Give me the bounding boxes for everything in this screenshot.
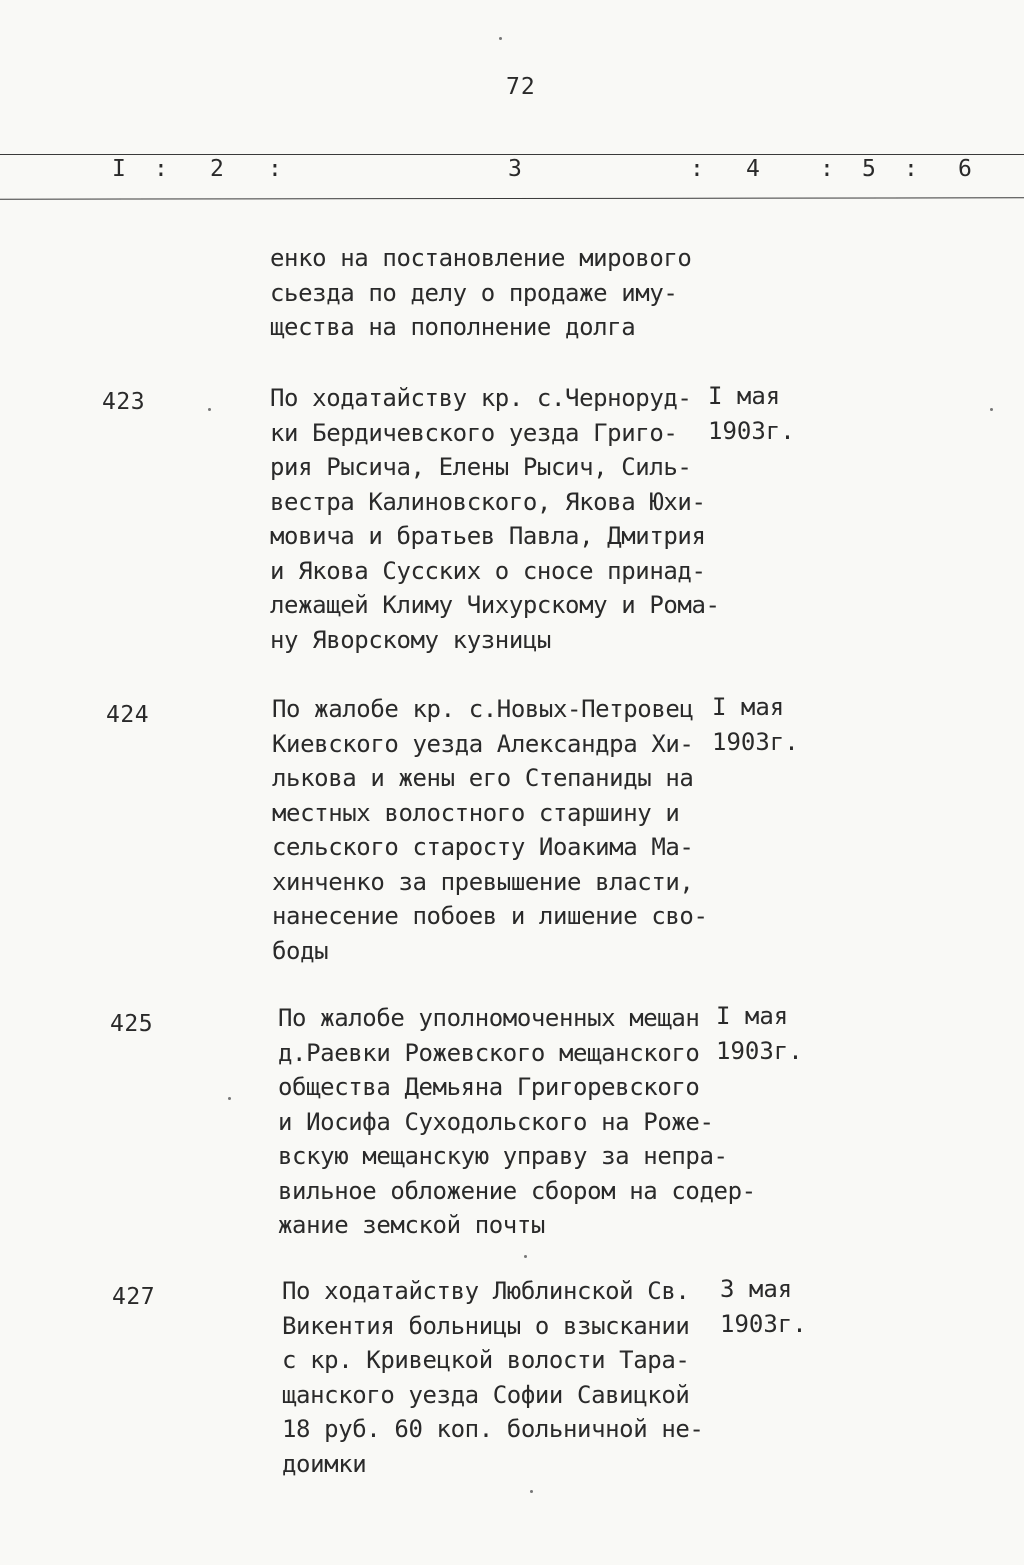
scan-speck [530, 1490, 533, 1493]
column-header-3: 3 [508, 156, 522, 182]
entry-date: I мая 1903г. [716, 1002, 803, 1065]
table-top-rule [0, 154, 1024, 155]
scan-speck [228, 1097, 231, 1100]
column-header-5: 5 [862, 156, 876, 182]
column-separator: : [820, 156, 834, 182]
entry-date: I мая 1903г. [712, 693, 799, 756]
column-header-6: 6 [958, 156, 972, 182]
entry-number: 427 [112, 1284, 156, 1310]
column-separator: : [690, 156, 704, 182]
table-header-rule [0, 197, 1024, 199]
entry-date: 3 мая 1903г. [720, 1275, 807, 1338]
column-separator: : [904, 156, 918, 182]
entry-date: I мая 1903г. [708, 382, 795, 445]
scan-speck [990, 408, 993, 411]
page-number: 72 [506, 74, 536, 100]
continuation-text: енко на постановление мирового сьезда по делу о продаже иму- щества на пополнение долга [270, 244, 692, 341]
entry-number: 425 [110, 1011, 154, 1037]
scan-speck [524, 1255, 527, 1258]
entry-description: По ходатайству кр. с.Черноруд- ки Бердичевского уезда Григо- рия Рысича, Елены Рысич, Силь- вестра Калиновского, Якова Юхи- мовича и братьев Павла, Дмитрия и Якова Сусских о сносе принад- лежащей Климу Чихурскому и Рома- ну Яворскому кузницы [270, 384, 720, 654]
scan-speck [208, 408, 211, 411]
column-header-1: I [112, 156, 126, 182]
column-header-4: 4 [746, 156, 760, 182]
scan-speck [499, 37, 502, 40]
entry-description: По ходатайству Люблинской Св. Викентия больницы о взыскании с кр. Кривецкой волости Тара- щанского уезда Софии Савицкой 18 руб. 60 коп. больничной не- доимки [282, 1277, 704, 1478]
column-header-2: 2 [210, 156, 224, 182]
entry-description: По жалобе кр. с.Новых-Петровец Киевского уезда Александра Хи- лькова и жены его Степаниды на местных волостного старшину и сельского старосту Иоакима Ма- хинченко за превышение власти, нанесение побоев и лишение сво- боды [272, 695, 708, 965]
entry-description: По жалобе уполномоченных мещан д.Раевки Рожевского мещанского общества Демьяна Григоревского и Иосифа Суходольского на Роже- вскую мещанскую управу за непра- вильное обложение сбором на содер- жание земской почты [278, 1004, 756, 1239]
column-separator: : [154, 156, 168, 182]
column-separator: : [268, 156, 282, 182]
column-header-row [0, 156, 1024, 190]
entry-number: 424 [106, 702, 150, 728]
entry-number: 423 [102, 389, 146, 415]
